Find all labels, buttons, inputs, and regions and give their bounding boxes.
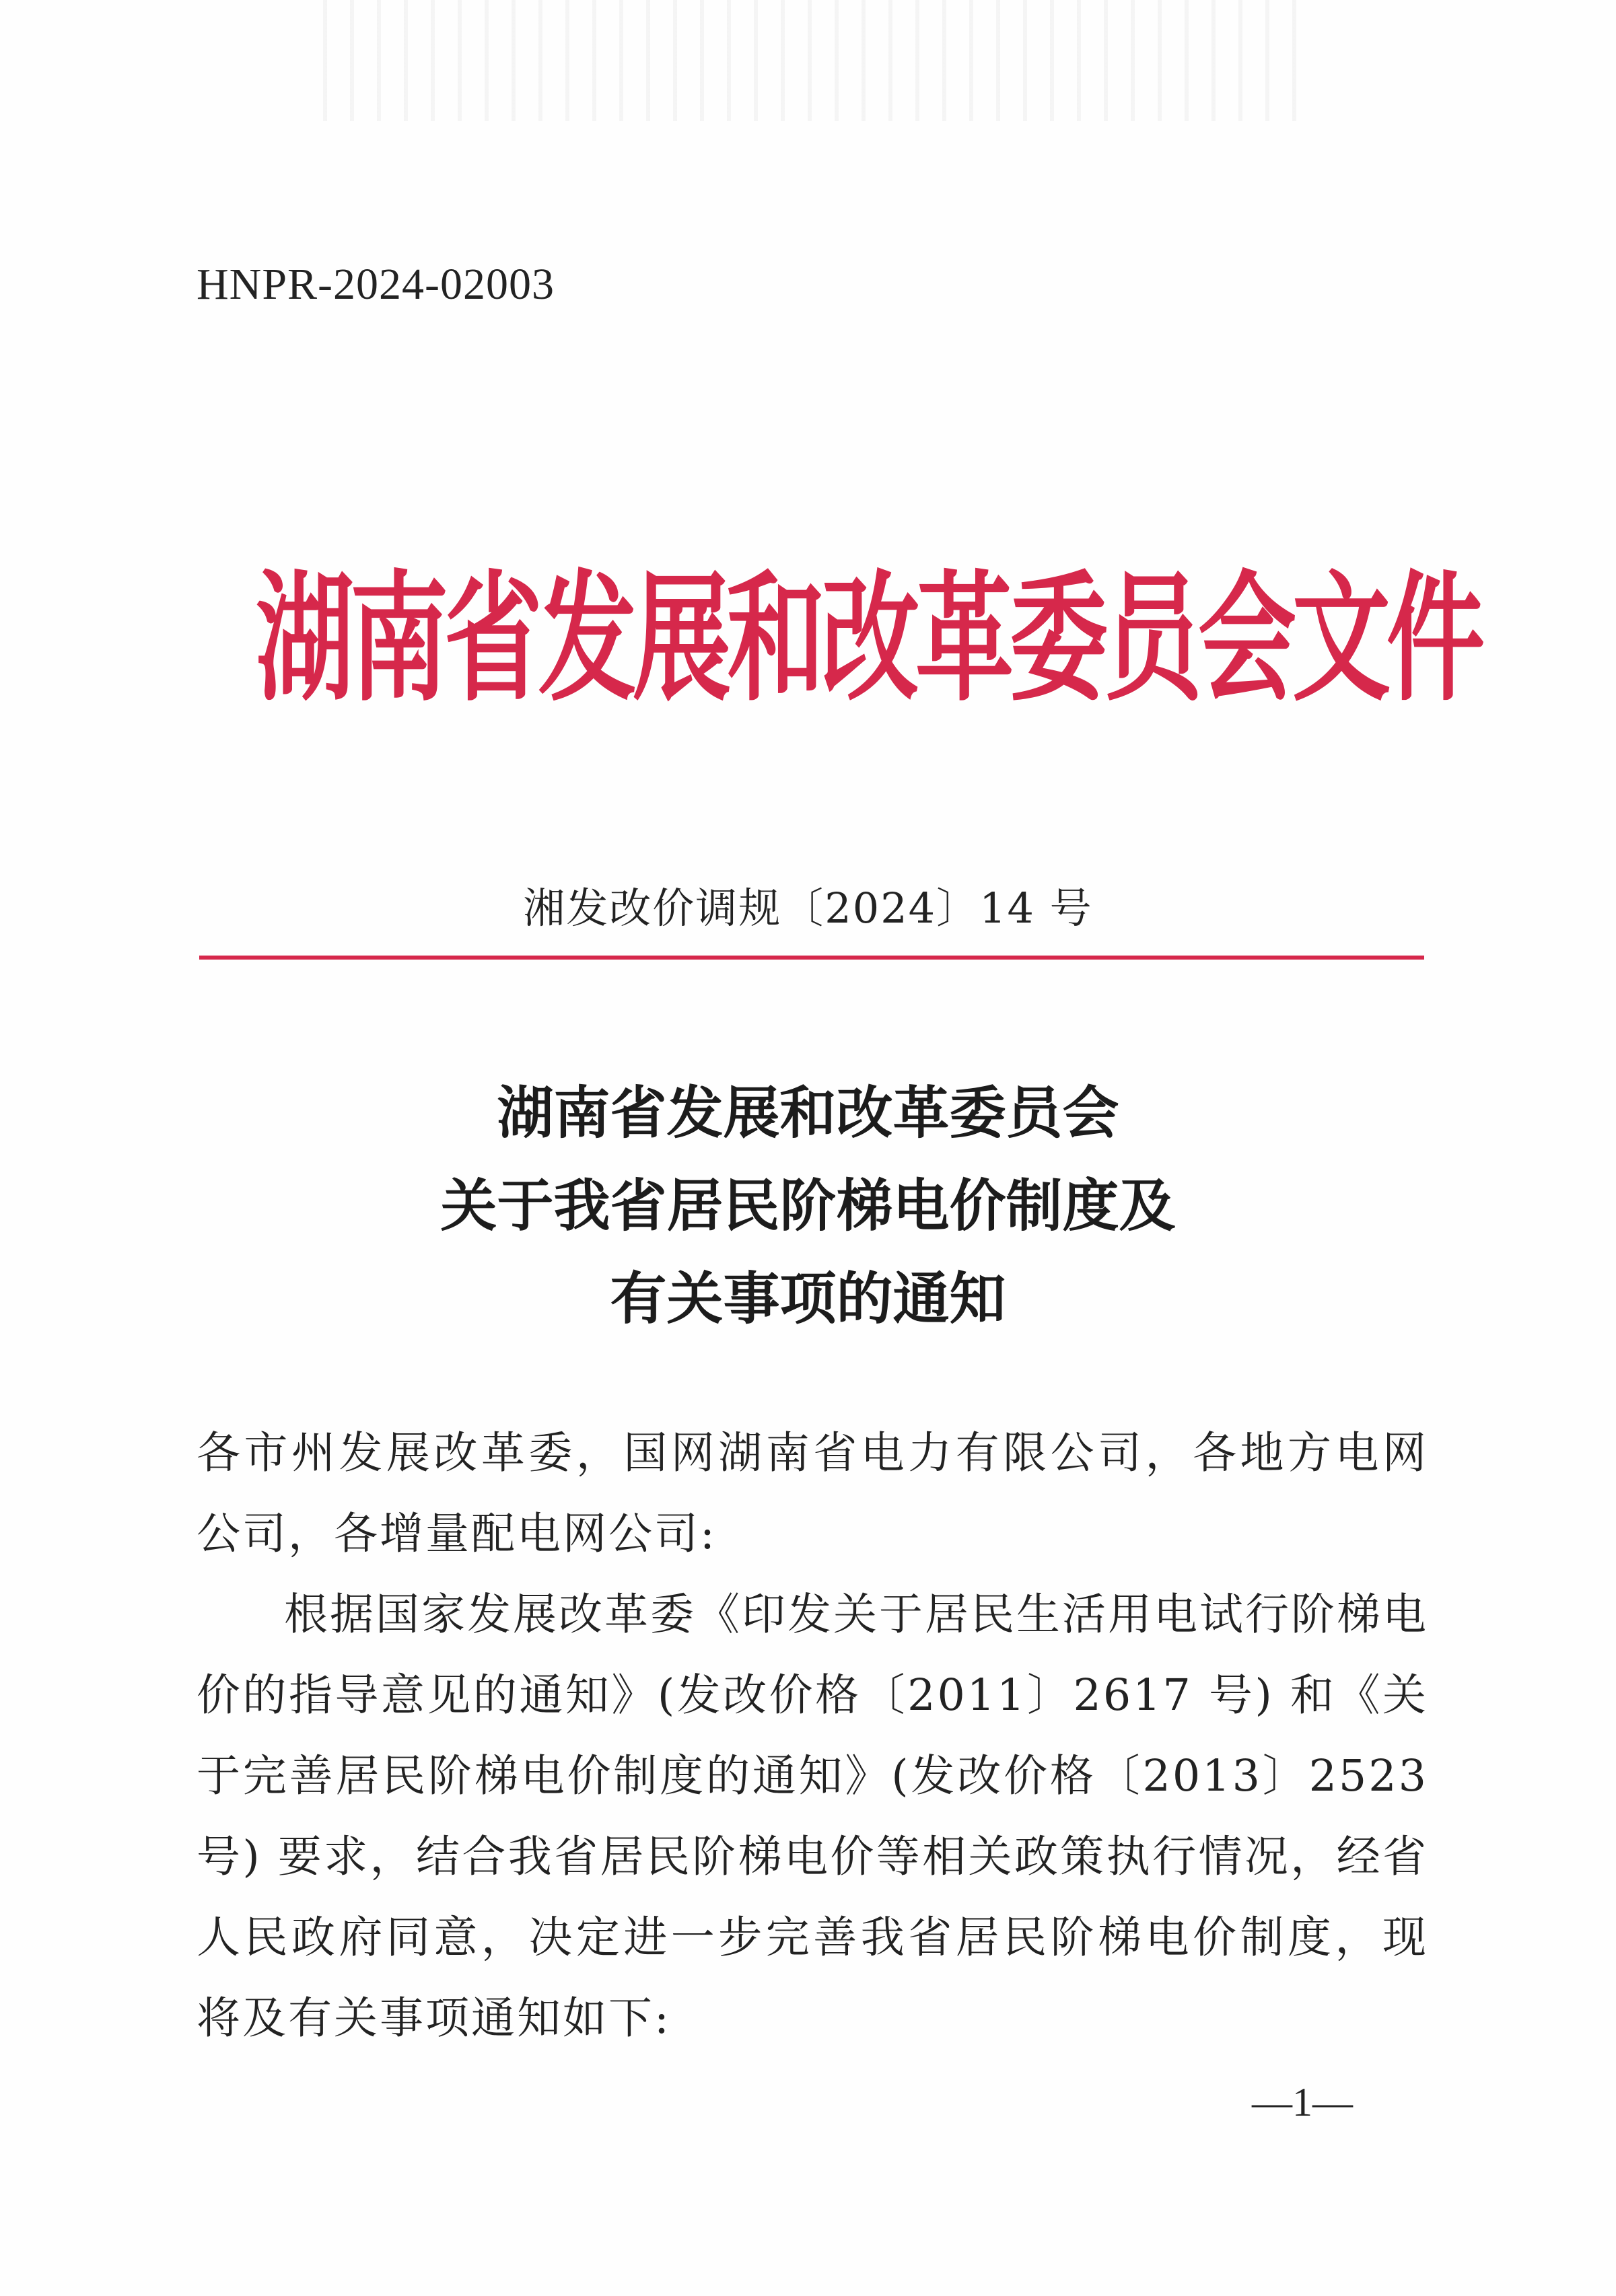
masthead-title: 湖南省发展和改革委员会文件 xyxy=(256,557,1481,721)
body-paragraph: 根据国家发展改革委《印发关于居民生活用电试行阶梯电价的指导意见的通知》(发改价格〔2011〕2617 号) 和《关于完善居民阶梯电价制度的通知》(发改价格〔2013〕2523 号) 要求，结合我省居民阶梯电价等相关政策执行情况，经省人民政府同意，决定进一步完善我省居民阶梯电价制度，现将及有关事项通知如下: xyxy=(197,1589,1429,2044)
paper-show-through xyxy=(323,0,1299,121)
document-number: 湘发改价调规〔2024〕14 号 xyxy=(523,884,1093,933)
title-line-1: 湖南省发展和改革委员会 xyxy=(497,1079,1119,1146)
red-divider-line xyxy=(199,956,1424,960)
document-code: HNPR-2024-02003 xyxy=(197,260,555,309)
body-text xyxy=(197,1413,1428,2059)
title-line-3: 有关事项的通知 xyxy=(610,1265,1006,1332)
addressees: 各市州发展改革委，国网湖南省电力有限公司，各地方电网公司，各增量配电网公司: xyxy=(197,1428,1428,1559)
page-number: —1— xyxy=(1252,2080,1353,2124)
notice-title xyxy=(0,1067,1616,1345)
title-line-2: 关于我省居民阶梯电价制度及 xyxy=(440,1172,1176,1239)
